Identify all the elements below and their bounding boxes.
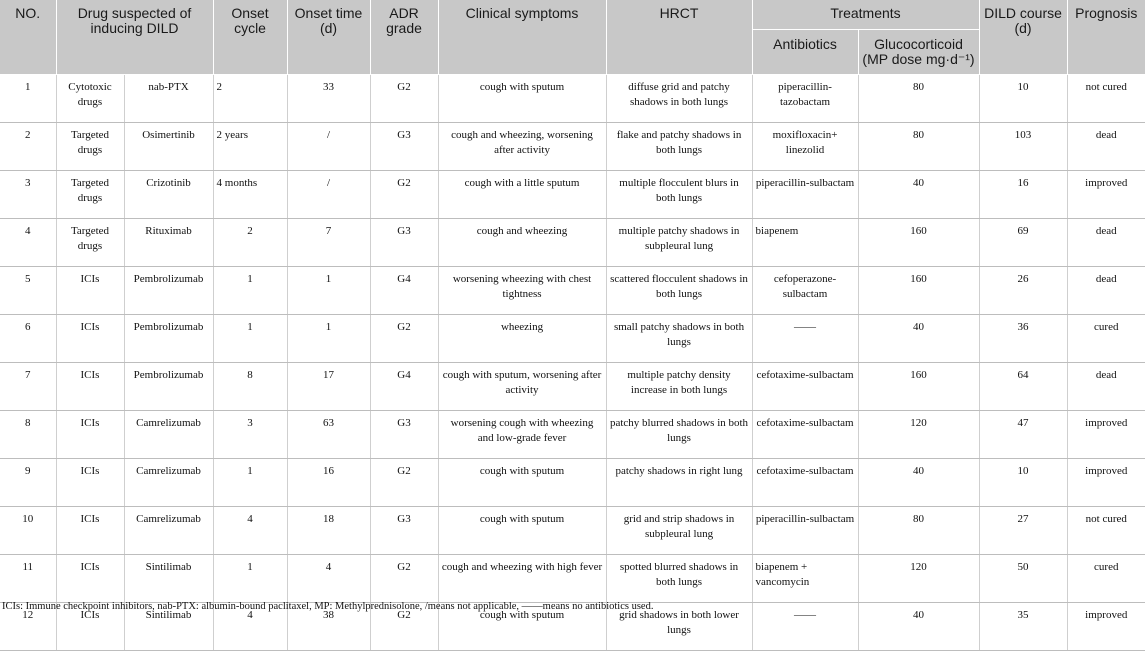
table-row (0, 411, 1145, 459)
table-row (0, 219, 1145, 267)
cell-antibiotics: cefotaxime-sulbactam (752, 363, 858, 411)
cell-mp-dose: 80 (858, 75, 979, 123)
cell-no: 4 (0, 219, 56, 267)
cell-drug-name: Osimertinib (124, 123, 213, 171)
table-row (0, 363, 1145, 411)
cell-adr-grade: G2 (370, 75, 438, 123)
header-glucocorticoid: Glucocorticoid (MP dose mg·d⁻¹) (858, 30, 979, 75)
cell-mp-dose: 80 (858, 507, 979, 555)
cell-hrct: scattered flocculent shadows in both lungs (606, 267, 752, 315)
cell-clinical-symptoms: wheezing (438, 315, 606, 363)
cell-drug-name: Pembrolizumab (124, 315, 213, 363)
cell-drug-category: ICIs (56, 603, 124, 651)
cell-onset-cycle: 8 (213, 363, 287, 411)
cell-dild-course: 16 (979, 171, 1067, 219)
cell-drug-name: Camrelizumab (124, 459, 213, 507)
cell-mp-dose: 80 (858, 123, 979, 171)
cell-dild-course: 35 (979, 603, 1067, 651)
cell-dild-course: 10 (979, 75, 1067, 123)
cell-drug-category: ICIs (56, 507, 124, 555)
cell-prognosis: dead (1067, 219, 1145, 267)
cell-clinical-symptoms: cough with sputum (438, 75, 606, 123)
cell-drug-category: Targeted drugs (56, 171, 124, 219)
cell-hrct: small patchy shadows in both lungs (606, 315, 752, 363)
cell-onset-time: 18 (287, 507, 370, 555)
cell-drug-name: nab-PTX (124, 75, 213, 123)
cell-adr-grade: G4 (370, 267, 438, 315)
cell-adr-grade: G2 (370, 555, 438, 603)
cell-drug-category: ICIs (56, 459, 124, 507)
cell-drug-name: Camrelizumab (124, 507, 213, 555)
cell-no: 5 (0, 267, 56, 315)
cell-antibiotics: cefotaxime-sulbactam (752, 459, 858, 507)
cell-antibiotics: cefotaxime-sulbactam (752, 411, 858, 459)
cell-mp-dose: 40 (858, 603, 979, 651)
header-no: NO. (0, 0, 56, 75)
header-prognosis: Prognosis (1067, 0, 1145, 75)
cell-antibiotics: cefoperazone-sulbactam (752, 267, 858, 315)
cell-clinical-symptoms: cough with sputum (438, 603, 606, 651)
cell-drug-category: ICIs (56, 315, 124, 363)
cell-drug-name: Pembrolizumab (124, 363, 213, 411)
cell-clinical-symptoms: worsening wheezing with chest tightness (438, 267, 606, 315)
cell-hrct: flake and patchy shadows in both lungs (606, 123, 752, 171)
cell-dild-course: 36 (979, 315, 1067, 363)
cell-dild-course: 27 (979, 507, 1067, 555)
cell-prognosis: cured (1067, 555, 1145, 603)
cell-mp-dose: 120 (858, 555, 979, 603)
header-onset-cycle: Onset cycle (213, 0, 287, 75)
cell-onset-cycle: 4 months (213, 171, 287, 219)
cell-no: 12 (0, 603, 56, 651)
cell-onset-time: 17 (287, 363, 370, 411)
table-footnote: ICIs: Immune checkpoint inhibitors, nab-PTX: albumin-bound paclitaxel, MP: Methylprednisolone, /means not applicable, ——means no antibiotics used. (2, 601, 654, 612)
table-row (0, 555, 1145, 603)
cell-adr-grade: G2 (370, 603, 438, 651)
cell-hrct: multiple patchy density increase in both lungs (606, 363, 752, 411)
cell-drug-category: Targeted drugs (56, 219, 124, 267)
cell-antibiotics: piperacillin-tazobactam (752, 75, 858, 123)
cell-antibiotics: moxifloxacin+ linezolid (752, 123, 858, 171)
cell-no: 7 (0, 363, 56, 411)
cell-drug-category: ICIs (56, 411, 124, 459)
cell-no: 11 (0, 555, 56, 603)
cell-onset-time: 63 (287, 411, 370, 459)
cell-dild-course: 26 (979, 267, 1067, 315)
cell-onset-cycle: 4 (213, 507, 287, 555)
cell-adr-grade: G3 (370, 507, 438, 555)
cell-hrct: multiple flocculent blurs in both lungs (606, 171, 752, 219)
cell-prognosis: not cured (1067, 507, 1145, 555)
cell-onset-time: 38 (287, 603, 370, 651)
cell-onset-cycle: 2 (213, 75, 287, 123)
cell-hrct: patchy blurred shadows in both lungs (606, 411, 752, 459)
cell-no: 8 (0, 411, 56, 459)
cell-adr-grade: G2 (370, 315, 438, 363)
cell-onset-cycle: 4 (213, 603, 287, 651)
cell-prognosis: dead (1067, 267, 1145, 315)
cell-onset-time: 16 (287, 459, 370, 507)
cell-clinical-symptoms: cough with sputum (438, 507, 606, 555)
cell-no: 6 (0, 315, 56, 363)
header-drug: Drug suspected of inducing DILD (56, 0, 213, 75)
cell-onset-time: / (287, 123, 370, 171)
cell-onset-cycle: 1 (213, 555, 287, 603)
cell-antibiotics: biapenem + vancomycin (752, 555, 858, 603)
table-row (0, 123, 1145, 171)
cell-dild-course: 103 (979, 123, 1067, 171)
cell-antibiotics: piperacillin-sulbactam (752, 171, 858, 219)
cell-mp-dose: 160 (858, 219, 979, 267)
cell-onset-time: 33 (287, 75, 370, 123)
cell-onset-cycle: 1 (213, 459, 287, 507)
cell-clinical-symptoms: cough with a little sputum (438, 171, 606, 219)
table-row (0, 171, 1145, 219)
cell-adr-grade: G3 (370, 219, 438, 267)
header-hrct: HRCT (606, 0, 752, 75)
cell-onset-time: 4 (287, 555, 370, 603)
cell-dild-course: 69 (979, 219, 1067, 267)
cell-onset-cycle: 3 (213, 411, 287, 459)
cell-drug-name: Crizotinib (124, 171, 213, 219)
header-onset-time: Onset time (d) (287, 0, 370, 75)
cell-hrct: grid and strip shadows in subpleural lung (606, 507, 752, 555)
table-row (0, 459, 1145, 507)
cell-clinical-symptoms: cough with sputum (438, 459, 606, 507)
cell-adr-grade: G3 (370, 411, 438, 459)
cell-no: 10 (0, 507, 56, 555)
cell-dild-course: 50 (979, 555, 1067, 603)
cell-mp-dose: 40 (858, 459, 979, 507)
header-antibiotics: Antibiotics (752, 30, 858, 75)
cell-hrct: multiple patchy shadows in subpleural lung (606, 219, 752, 267)
cell-hrct: spotted blurred shadows in both lungs (606, 555, 752, 603)
cell-mp-dose: 160 (858, 363, 979, 411)
cell-onset-time: 1 (287, 267, 370, 315)
cell-clinical-symptoms: cough and wheezing (438, 219, 606, 267)
cell-prognosis: improved (1067, 603, 1145, 651)
cell-prognosis: not cured (1067, 75, 1145, 123)
cell-prognosis: cured (1067, 315, 1145, 363)
header-treatments: Treatments (752, 0, 979, 30)
cell-clinical-symptoms: worsening cough with wheezing and low-grade fever (438, 411, 606, 459)
cell-adr-grade: G4 (370, 363, 438, 411)
cell-adr-grade: G2 (370, 171, 438, 219)
header-dild-course: DILD course (d) (979, 0, 1067, 75)
cell-mp-dose: 40 (858, 315, 979, 363)
cell-clinical-symptoms: cough with sputum, worsening after activity (438, 363, 606, 411)
header-adr-grade: ADR grade (370, 0, 438, 75)
table-row (0, 315, 1145, 363)
cell-antibiotics: biapenem (752, 219, 858, 267)
table-row (0, 75, 1145, 123)
table-row (0, 507, 1145, 555)
cell-prognosis: dead (1067, 123, 1145, 171)
cell-onset-time: 7 (287, 219, 370, 267)
cell-dild-course: 10 (979, 459, 1067, 507)
cell-dild-course: 64 (979, 363, 1067, 411)
cell-drug-category: ICIs (56, 555, 124, 603)
cell-onset-time: 1 (287, 315, 370, 363)
cell-drug-name: Sintilimab (124, 603, 213, 651)
cell-antibiotics: —— (752, 315, 858, 363)
cell-hrct: grid shadows in both lower lungs (606, 603, 752, 651)
cell-onset-time: / (287, 171, 370, 219)
cell-antibiotics: —— (752, 603, 858, 651)
cell-no: 2 (0, 123, 56, 171)
cell-onset-cycle: 1 (213, 315, 287, 363)
cell-drug-category: ICIs (56, 267, 124, 315)
header-clinical-symptoms: Clinical symptoms (438, 0, 606, 75)
cell-hrct: diffuse grid and patchy shadows in both lungs (606, 75, 752, 123)
cell-clinical-symptoms: cough and wheezing, worsening after activity (438, 123, 606, 171)
cell-mp-dose: 40 (858, 171, 979, 219)
cell-prognosis: dead (1067, 363, 1145, 411)
cell-onset-cycle: 2 years (213, 123, 287, 171)
cell-onset-cycle: 1 (213, 267, 287, 315)
cell-prognosis: improved (1067, 171, 1145, 219)
cell-no: 3 (0, 171, 56, 219)
cell-hrct: patchy shadows in right lung (606, 459, 752, 507)
cell-drug-name: Pembrolizumab (124, 267, 213, 315)
cell-antibiotics: piperacillin-sulbactam (752, 507, 858, 555)
cell-dild-course: 47 (979, 411, 1067, 459)
cell-drug-category: Cytotoxic drugs (56, 75, 124, 123)
cell-no: 1 (0, 75, 56, 123)
cell-onset-cycle: 2 (213, 219, 287, 267)
cell-prognosis: improved (1067, 459, 1145, 507)
table-row (0, 267, 1145, 315)
cell-drug-name: Camrelizumab (124, 411, 213, 459)
cell-prognosis: improved (1067, 411, 1145, 459)
cell-adr-grade: G3 (370, 123, 438, 171)
cell-drug-category: ICIs (56, 363, 124, 411)
cell-mp-dose: 160 (858, 267, 979, 315)
cell-drug-category: Targeted drugs (56, 123, 124, 171)
cell-drug-name: Rituximab (124, 219, 213, 267)
cell-drug-name: Sintilimab (124, 555, 213, 603)
cell-no: 9 (0, 459, 56, 507)
cell-clinical-symptoms: cough and wheezing with high fever (438, 555, 606, 603)
cell-mp-dose: 120 (858, 411, 979, 459)
cell-adr-grade: G2 (370, 459, 438, 507)
